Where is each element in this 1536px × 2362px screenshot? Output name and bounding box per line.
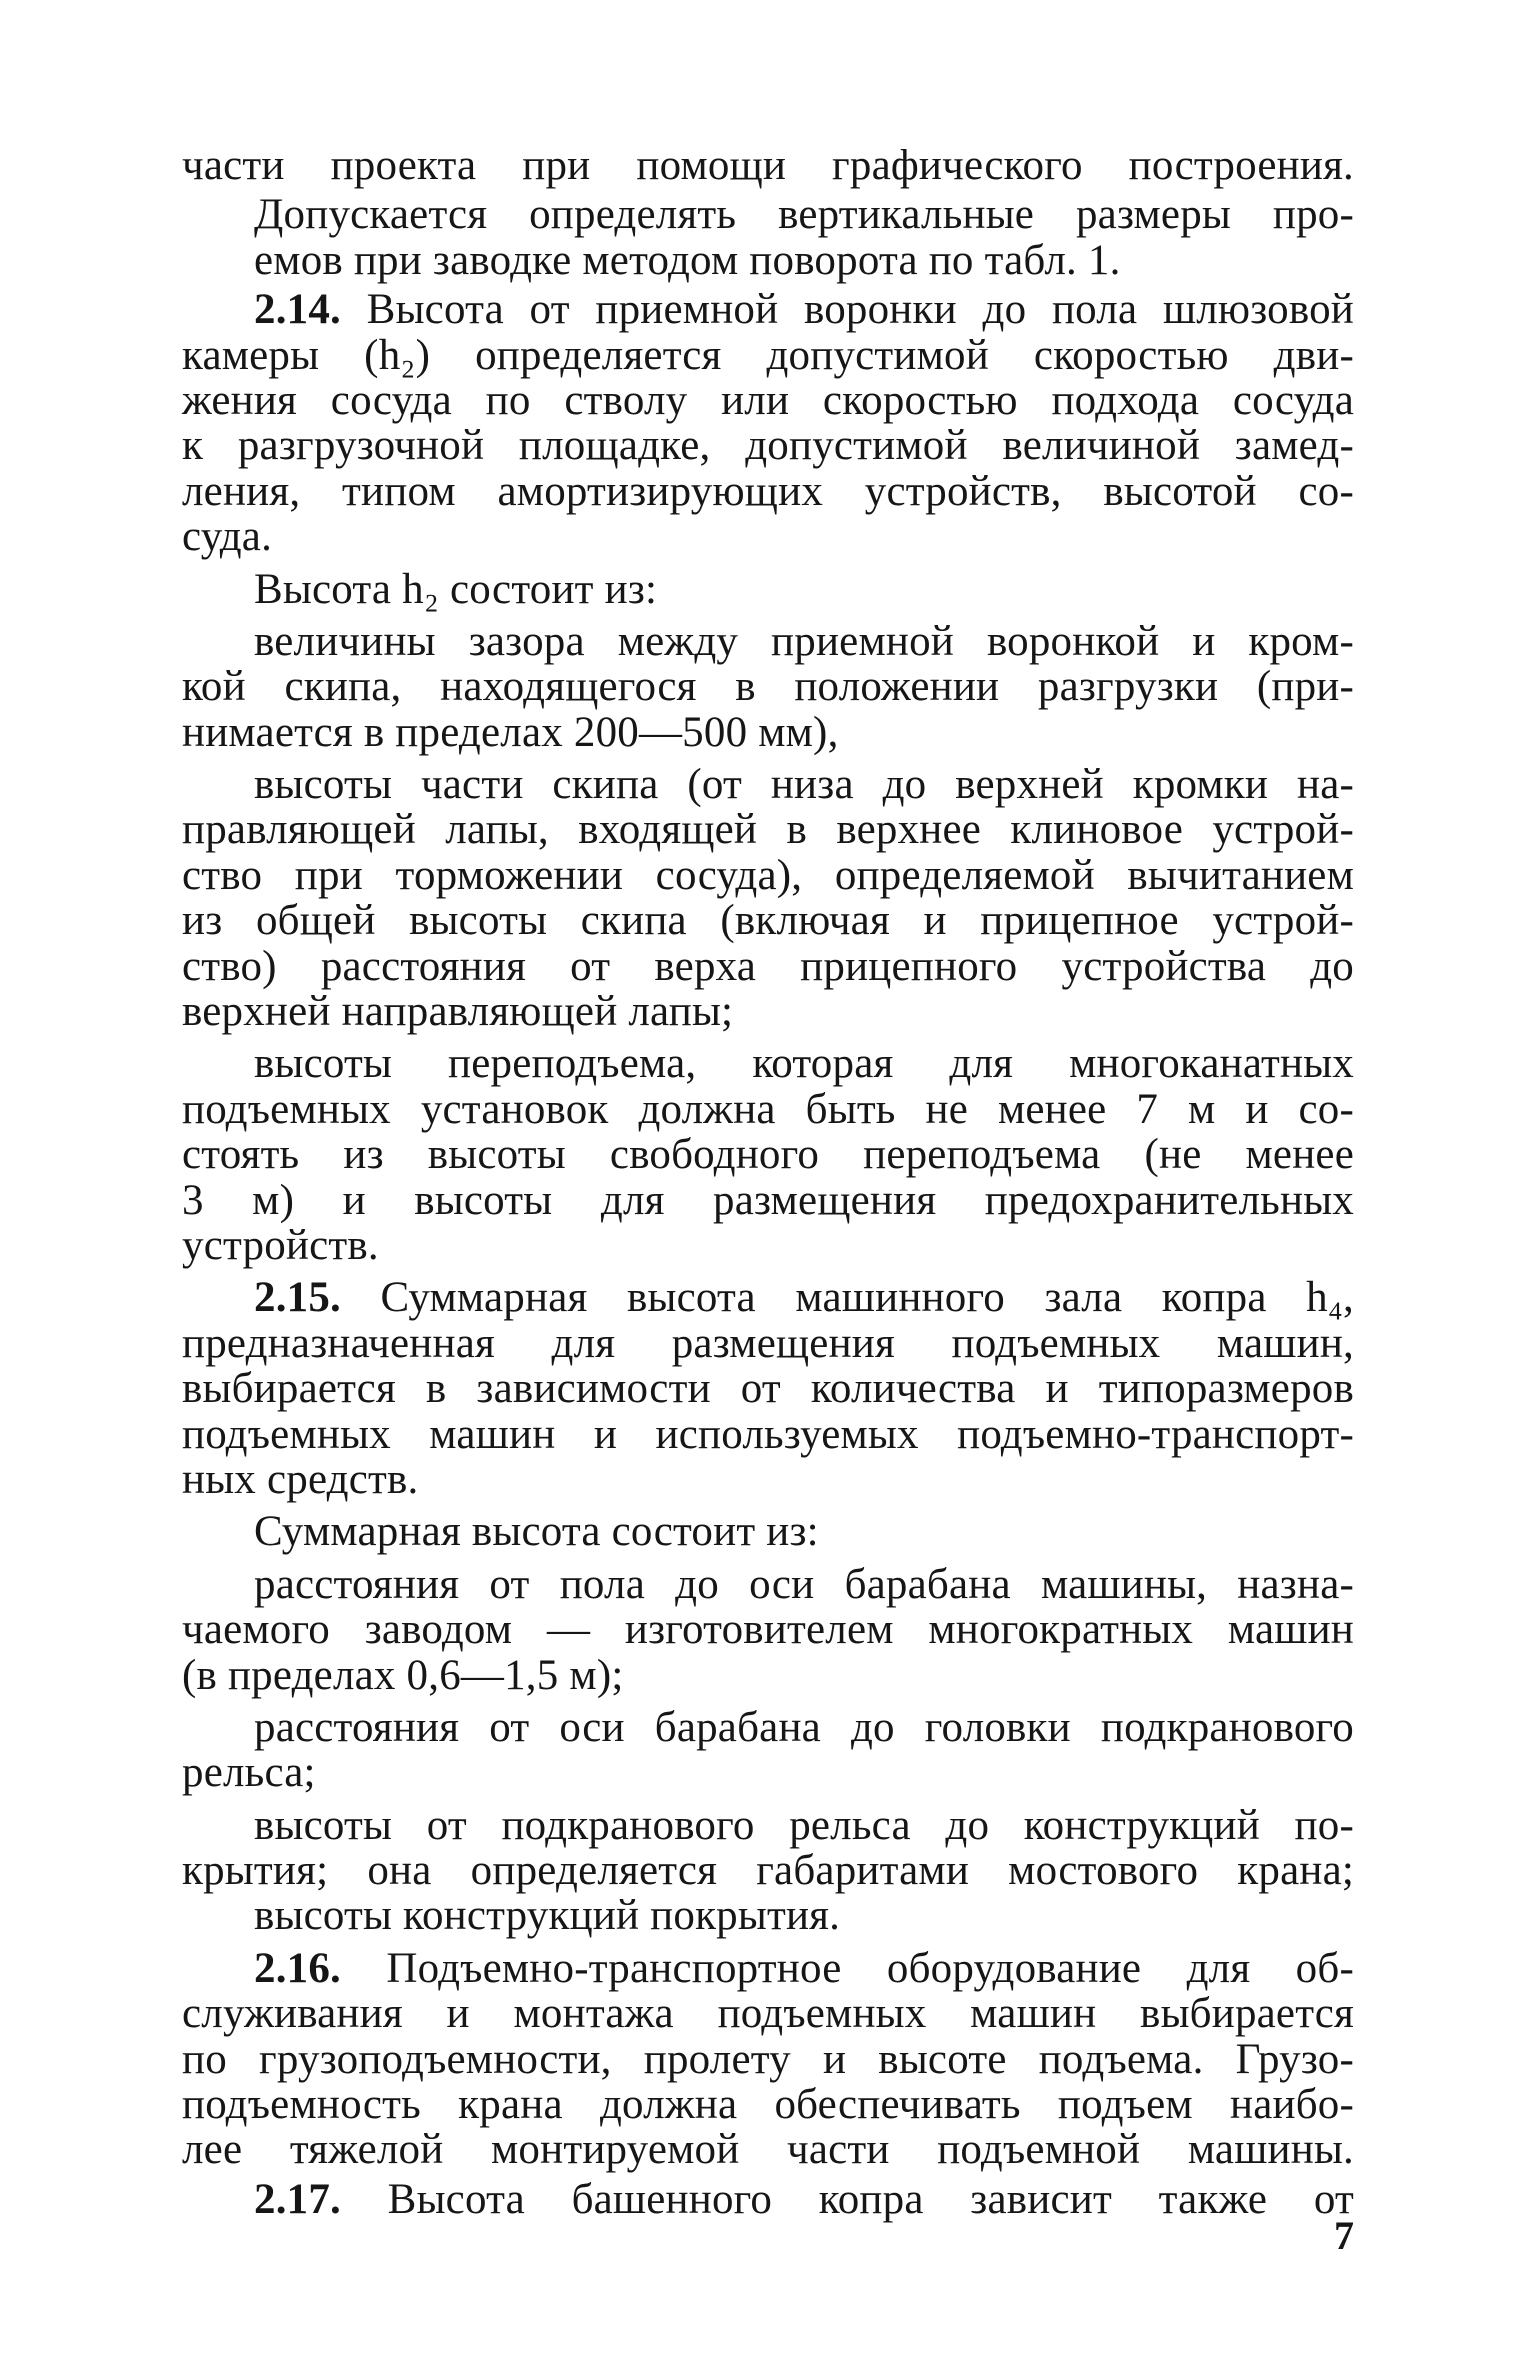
text-line: кой скипа, находящегося в положении разгрузки (при-: [182, 663, 1354, 711]
text-line: подъемных установок должна быть не менее 7 м и со-: [182, 1085, 1354, 1133]
text-line: емов при заводке методом поворота по табл. 1.: [254, 236, 1121, 284]
text-line: выбирается в зависимости от количества и типоразмеров: [182, 1365, 1354, 1413]
text-line: Подъемно-транспортное оборудование для об-: [341, 1944, 1354, 1992]
paragraph-2-17-start: [182, 2177, 1354, 2222]
text-line: из общей высоты скипа (включая и прицепное устрой-: [182, 897, 1354, 945]
text-line: расстояния от пола до оси барабана машины, назна-: [254, 1560, 1354, 1608]
text-line: по грузоподъемности, пролету и высоте подъема. Грузо-: [182, 2035, 1354, 2083]
text-line: подъемность крана должна обеспечивать подъем наибо-: [182, 2081, 1354, 2129]
text-line: ления, типом амортизирующих устройств, высотой со-: [182, 467, 1354, 515]
page-number: 7: [1334, 2213, 1354, 2258]
text-line: расстояния от оси барабана до головки подкранового: [254, 1703, 1354, 1751]
text-line: устройств.: [182, 1221, 379, 1269]
text-line: высоты конструкций покрытия.: [254, 1892, 841, 1940]
text-line: правляющей лапы, входящей в верхнее клиновое устрой-: [182, 806, 1354, 854]
text-line: стоять из высоты свободного переподъема (не менее: [182, 1131, 1354, 1179]
text-line: Допускается определять вертикальные размеры про-: [254, 191, 1354, 239]
text-line: подъемных машин и используемых подъемно-транспорт-: [182, 1410, 1354, 1458]
text-line: крытия; она определяется габаритами мостового крана;: [182, 1847, 1354, 1895]
body-text: [182, 143, 1354, 2222]
text-line: Суммарная высота состоит из:: [254, 1508, 819, 1556]
section-number: 2.15.: [254, 1274, 341, 1322]
text-line: Высота h₂ состоит из:: [254, 565, 658, 613]
section-number: 2.17.: [254, 2175, 341, 2223]
text-line: ство) расстояния от верха прицепного устройства до: [182, 942, 1354, 990]
text-line: высоты части скипа (от низа до верхней кромки на-: [254, 761, 1354, 809]
text-line: к разгрузочной площадке, допустимой величиной замед-: [182, 422, 1354, 470]
text-line: части проекта при помощи графического построения.: [182, 142, 1354, 189]
section-number: 2.14.: [254, 286, 341, 334]
text-line: высоты переподъема, которая для многоканатных: [254, 1040, 1354, 1088]
text-line: величины зазора между приемной воронкой и кром-: [254, 617, 1354, 665]
text-line: жения сосуда по стволу или скоростью подхода сосуда: [182, 376, 1354, 424]
text-line: рельса;: [182, 1749, 316, 1797]
text-line: Высота от приемной воронки до пола шлюзовой: [341, 286, 1354, 334]
text-line: ных средств.: [182, 1455, 419, 1503]
text-line: суда.: [182, 513, 273, 561]
text-line: нимается в пределах 200—500 мм),: [182, 708, 839, 756]
text-line: чаемого заводом — изготовителем многократных машин: [182, 1606, 1354, 1654]
text-line: верхней направляющей лапы;: [182, 988, 734, 1036]
text-line: 3 м) и высоты для размещения предохранительных: [182, 1176, 1354, 1224]
text-line: камеры (h₂) определяется допустимой скоростью дви-: [182, 331, 1354, 379]
paragraph-2-15-start: [182, 1275, 1354, 1320]
paragraph-2-16-start: [182, 1946, 1354, 1991]
text-line: Суммарная высота машинного зала копра h₄,: [341, 1274, 1354, 1322]
text-line: (в пределах 0,6—1,5 м);: [182, 1651, 624, 1699]
paragraph-2-14-start: [182, 287, 1354, 332]
text-line: высоты от подкранового рельса до конструкций по-: [254, 1801, 1354, 1849]
text-line: служивания и монтажа подъемных машин выбирается: [182, 1990, 1354, 2038]
text-line: Высота башенного копра зависит также от: [341, 2175, 1354, 2223]
text-line: ство при торможении сосуда), определяемой вычитанием: [182, 851, 1354, 899]
section-number: 2.16.: [254, 1944, 341, 1992]
text-line: предназначенная для размещения подъемных машин,: [182, 1319, 1354, 1367]
text-line: лее тяжелой монтируемой части подъемной машины.: [182, 2126, 1354, 2174]
